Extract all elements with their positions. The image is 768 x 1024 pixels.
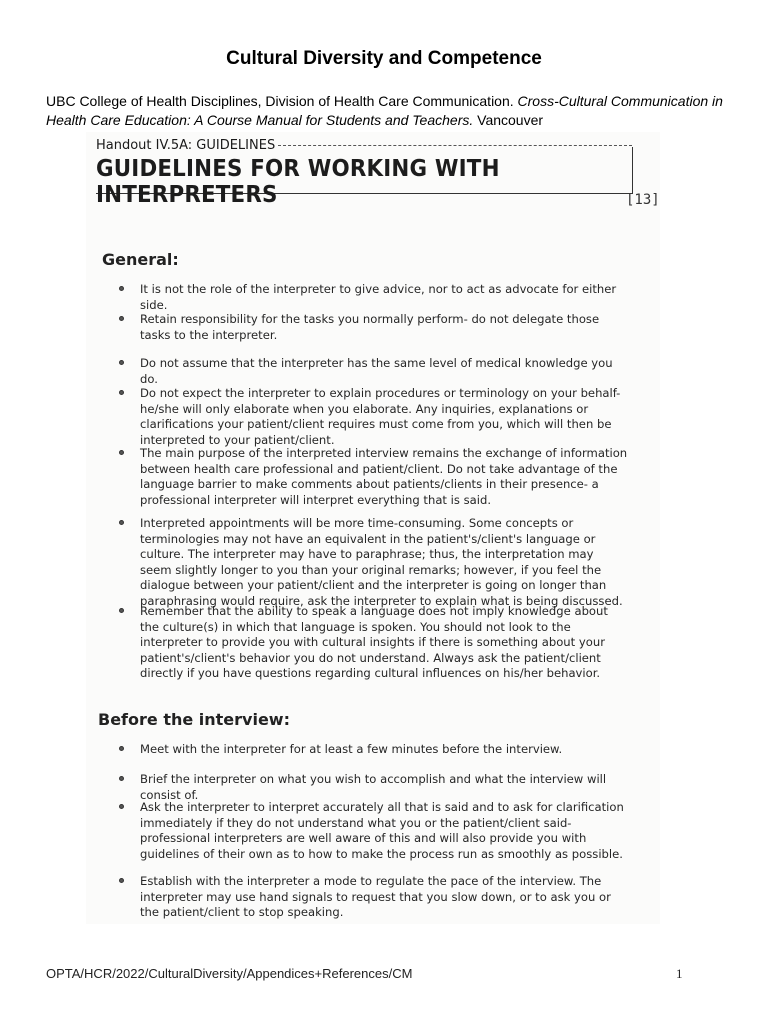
list-item-text: It is not the role of the interpreter to give advice, nor to act as advocate for either side. [140,282,617,312]
footer-page-number: 1 [676,966,683,981]
list-item-text: The main purpose of the interpreted interview remains the exchange of information between health care professional and patient/client. Do not take advantage of the language barrier to make comments about patients/clients in their presence- a professional interpreter will interpret everything that is said. [140,446,628,507]
list-item [116,356,628,387]
citation [46,92,736,130]
list-item-text: Retain responsibility for the tasks you normally perform- do not delegate those tasks to the interpreter. [140,312,600,342]
list-item [116,386,628,448]
citation-authors: UBC College of Health Disciplines, Division of Health Care Communication. [46,93,518,109]
list-item-text: Do not assume that the interpreter has the same level of medical knowledge you do. [140,356,613,386]
section-heading-before-interview: Before the interview: [98,710,290,729]
bullet-icon [119,286,124,291]
list-item [116,604,628,682]
list-item-text: Remember that the ability to speak a language does not imply knowledge about the culture(s) in which that language is spoken. You should not look to the interpreter to provide you with cultural insights if there is something about your patient's/client's behavior you do not understand. Always ask the patient/client directly if you have questions regarding cultural influences on his/her behavior. [140,604,608,681]
list-item-text: Establish with the interpreter a mode to regulate the pace of the interview. The interpreter may use hand signals to request that you slow down, or to ask you or the patient/client to stop speaking. [140,874,611,920]
bullet-icon [119,520,124,525]
list-item [116,516,628,610]
document-title: Cultural Diversity and Competence [226,48,542,69]
list-item-text: Interpreted appointments will be more time-consuming. Some concepts or terminologies may not have an equivalent in the patient's/client's language or culture. The interpreter may have to paraphrase; thus, the interpretation may seem slightly longer to you than your original remarks; however, if you feel the dialogue between your patient/client and the interpreter is going on longer than paraphrasing would require, ask the interpreter to explain what is being discussed. [140,516,623,608]
list-item [116,282,628,313]
list-item-text: Meet with the interpreter for at least a few minutes before the interview. [140,742,563,756]
list-item-text: Do not expect the interpreter to explain procedures or terminology on your behalf- he/she will only elaborate when you elaborate. Any inquiries, explanations or clarifications your patient/client requires must come from you, which will then be interpreted to your patient/client. [140,386,621,447]
scanned-handout [86,132,660,924]
citation-book-title: Cross-Cultural Communication in Health Care Education: A Course Manual for Students and Teachers. [46,93,723,128]
bullet-icon [119,360,124,365]
handwritten-page-mark: [13] [626,192,660,208]
bullet-icon [119,804,124,809]
section-heading-general: General: [102,250,179,269]
bullet-icon [119,878,124,883]
list-item [116,874,628,921]
handout-label: Handout IV.5A: GUIDELINES [96,138,276,153]
bullet-icon [119,776,124,781]
list-item [116,446,628,508]
bullet-icon [119,450,124,455]
citation-place: Vancouver [473,112,544,128]
footer-file-path: OPTA/HCR/2022/CulturalDiversity/Appendices+References/CM [46,966,413,981]
list-item-text: Ask the interpreter to interpret accurately all that is said and to ask for clarification immediately if they do not understand what you or the patient/client said- professional interpreters are well aware of this and will also provide you with guidelines of their own as to how to make the process run as smoothly as possible. [140,800,624,861]
list-item [116,742,562,758]
bullet-icon [119,316,124,321]
bullet-icon [119,390,124,395]
bullet-icon [119,746,124,751]
list-item-text: Brief the interpreter on what you wish to accomplish and what the interview will consist of. [140,772,607,802]
handout-top-rule [278,145,632,146]
handout-heading: GUIDELINES FOR WORKING WITH INTERPRETERS [96,156,500,208]
bullet-icon [119,608,124,613]
list-item [116,772,628,803]
list-item [116,800,628,862]
list-item [116,312,628,343]
